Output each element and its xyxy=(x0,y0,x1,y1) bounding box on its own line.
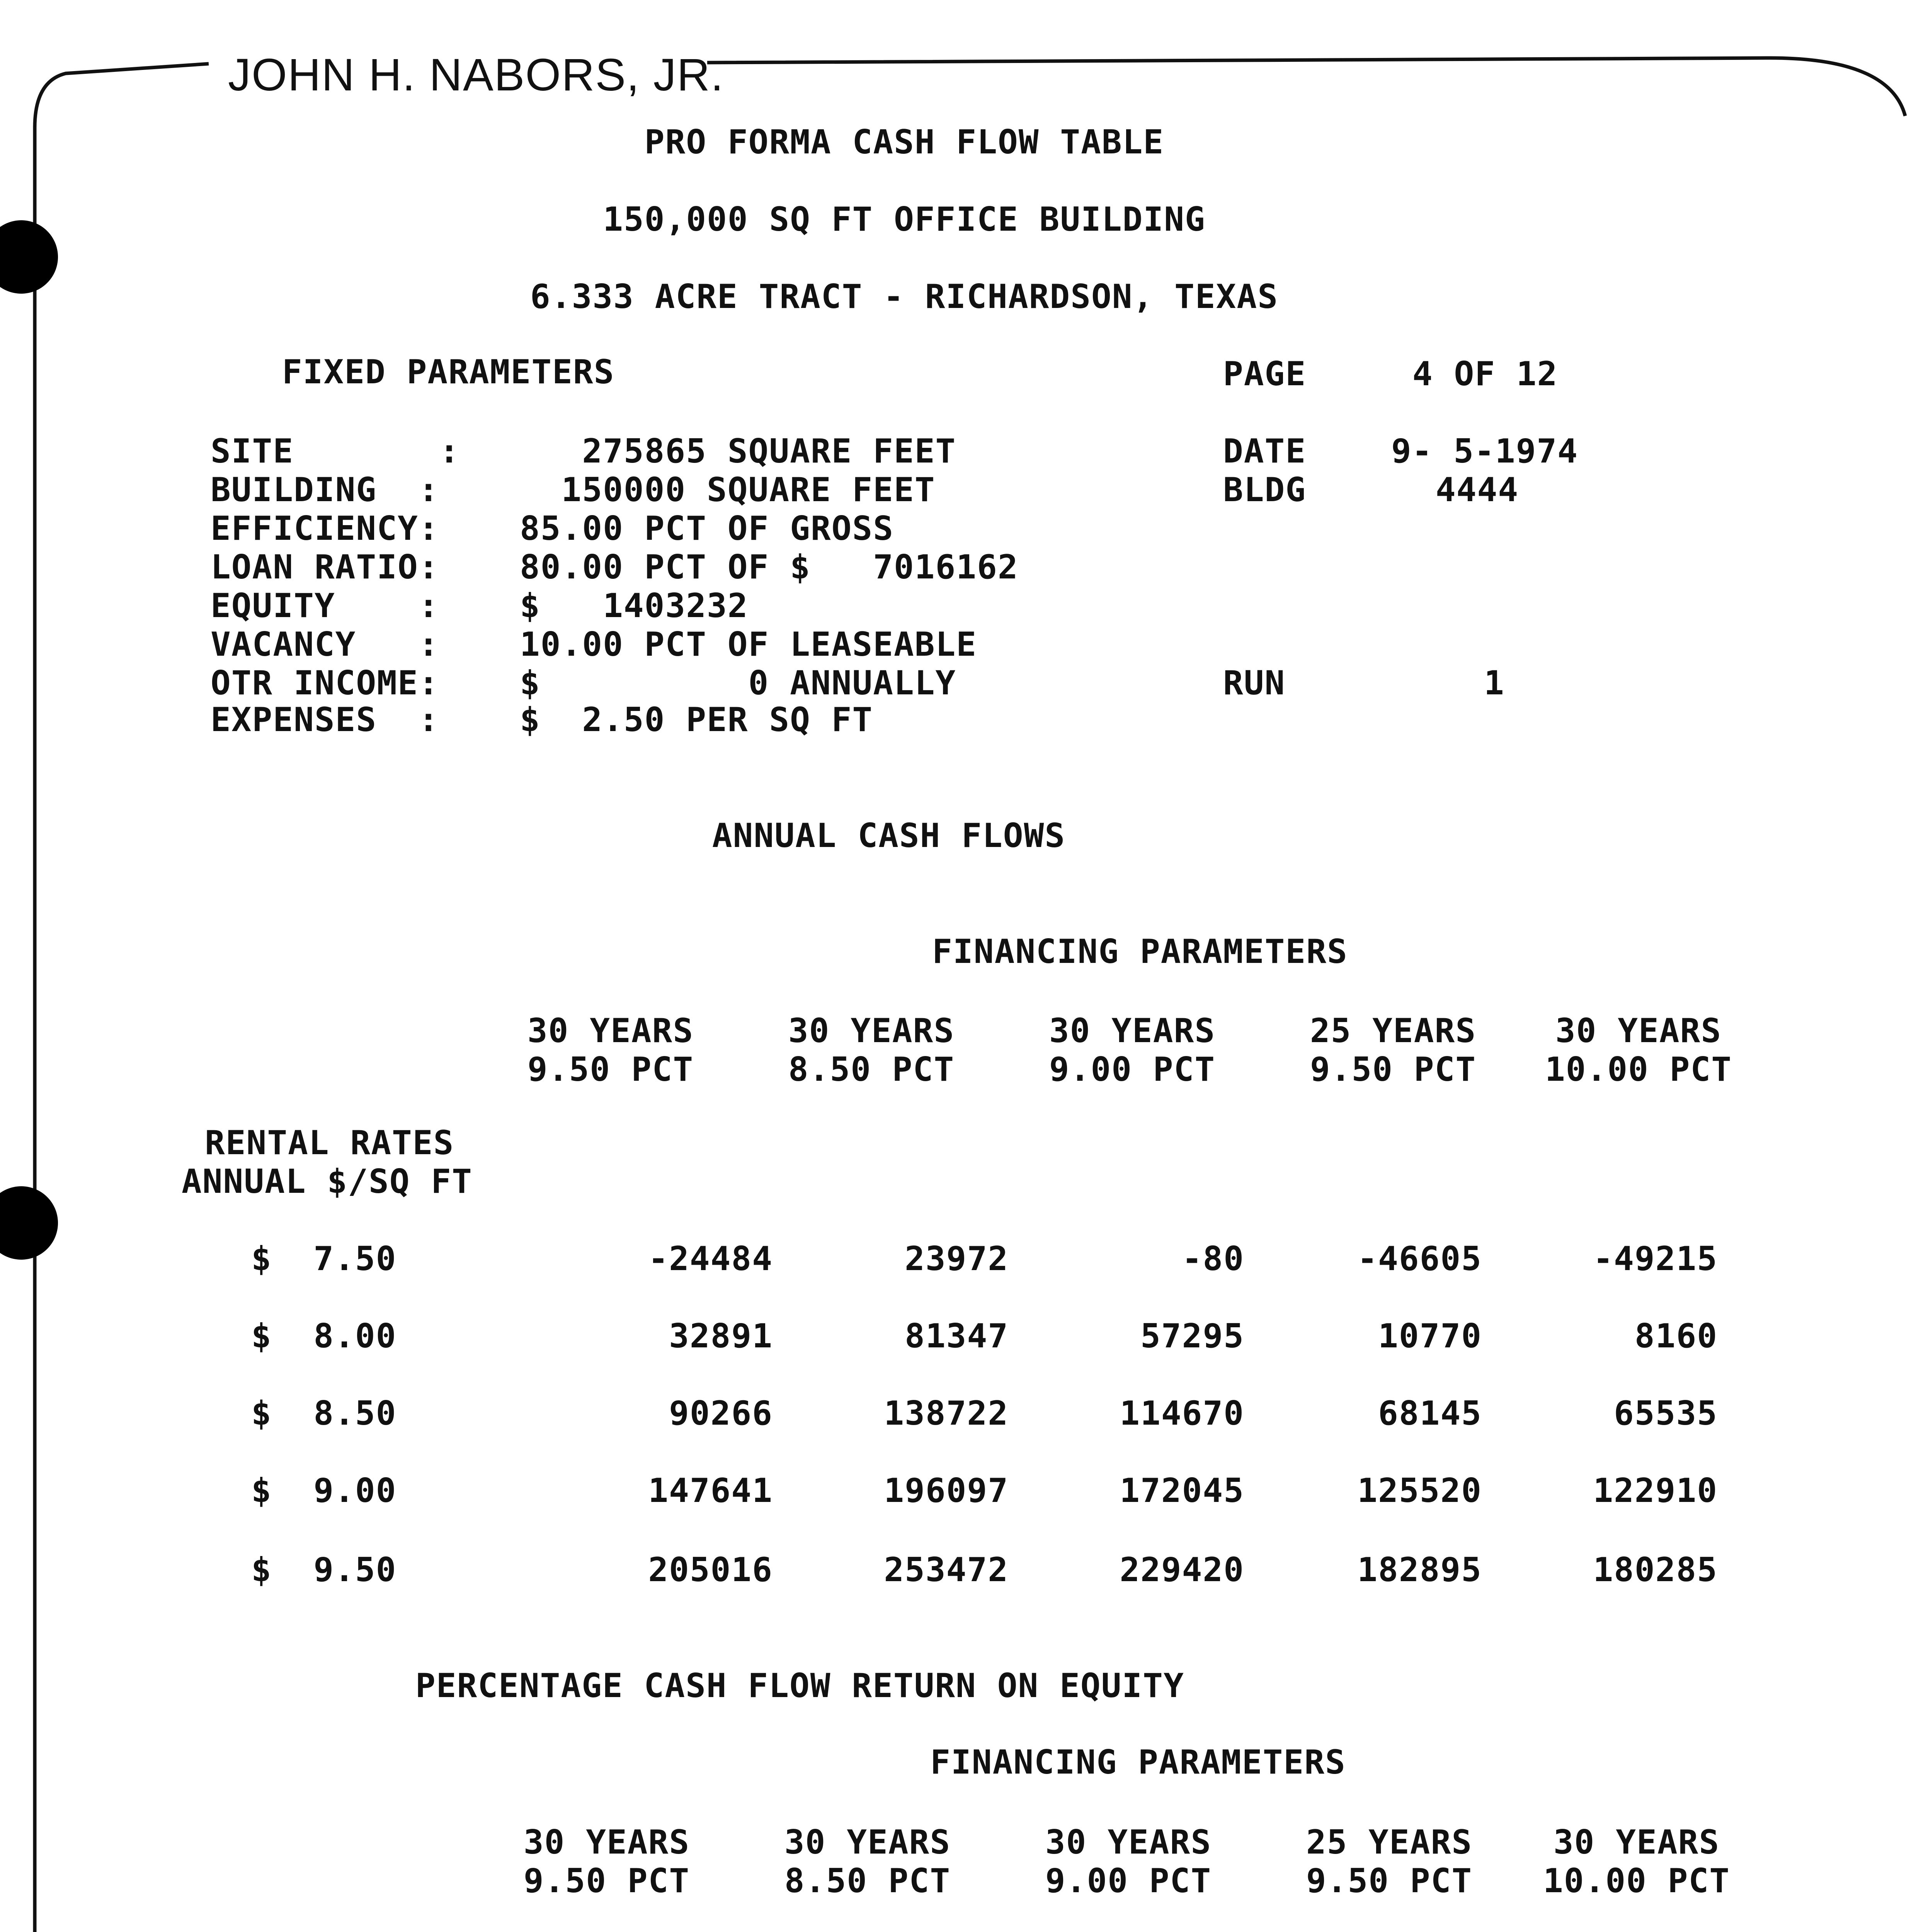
param-label-efficiency: EFFICIENCY: xyxy=(211,509,439,548)
param-value-vacancy: 10.00 PCT OF LEASEABLE xyxy=(520,625,977,664)
table-cell: 8160 xyxy=(1634,1317,1718,1355)
table-cell: 90266 xyxy=(669,1394,773,1433)
col-header-years: 30 YEARS xyxy=(784,1823,951,1862)
col-header-years: 25 YEARS xyxy=(1310,1012,1477,1050)
param-label-otr-income: OTR INCOME: xyxy=(211,664,439,702)
col-header-rate: 10.00 PCT xyxy=(1543,1862,1730,1900)
table-cell: 68145 xyxy=(1378,1394,1482,1433)
rental-rate-cell: $ 8.50 xyxy=(251,1394,397,1433)
col-header-rate: 9.50 PCT xyxy=(1306,1862,1473,1900)
table-cell: 182895 xyxy=(1357,1551,1482,1589)
col-header-rate: 8.50 PCT xyxy=(788,1050,955,1089)
table-cell: 172045 xyxy=(1120,1471,1244,1510)
table-cell: -49215 xyxy=(1593,1240,1718,1278)
row-header-rental-rates: RENTAL RATES xyxy=(205,1124,454,1162)
financing-parameters-heading-1: FINANCING PARAMETERS xyxy=(932,932,1348,971)
table-cell: 23972 xyxy=(905,1240,1009,1278)
col-header-rate: 9.50 PCT xyxy=(1310,1050,1477,1089)
param-value-building: 150000 SQUARE FEET xyxy=(520,471,936,509)
col-header-years: 30 YEARS xyxy=(1555,1012,1722,1050)
table-cell: 229420 xyxy=(1120,1551,1244,1589)
rental-rate-cell: $ 8.00 xyxy=(251,1317,397,1355)
fixed-parameters-heading: FIXED PARAMETERS xyxy=(282,353,615,391)
page-title: PRO FORMA CASH FLOW TABLE xyxy=(644,123,1164,162)
col-header-years: 30 YEARS xyxy=(527,1012,694,1050)
param-value-site: 275865 SQUARE FEET xyxy=(520,432,956,471)
table-cell: -80 xyxy=(1182,1240,1244,1278)
col-header-years: 30 YEARS xyxy=(788,1012,955,1050)
table-cell: 253472 xyxy=(884,1551,1009,1589)
row-header-annual: ANNUAL $/SQ FT xyxy=(182,1162,473,1201)
subtitle-building: 150,000 SQ FT OFFICE BUILDING xyxy=(603,200,1206,239)
financing-parameters-heading-2: FINANCING PARAMETERS xyxy=(930,1743,1346,1782)
annual-cash-flows-heading: ANNUAL CASH FLOWS xyxy=(712,816,1066,855)
table-cell: 57295 xyxy=(1140,1317,1244,1355)
table-cell: 196097 xyxy=(884,1471,1009,1510)
table-cell: 81347 xyxy=(905,1317,1009,1355)
col-header-years: 30 YEARS xyxy=(1049,1012,1216,1050)
col-header-years: 25 YEARS xyxy=(1306,1823,1473,1862)
table-cell: -46605 xyxy=(1357,1240,1482,1278)
page-label: PAGE xyxy=(1223,355,1307,393)
date-value: 9- 5-1974 xyxy=(1391,432,1578,471)
col-header-years: 30 YEARS xyxy=(523,1823,690,1862)
table-cell: 205016 xyxy=(648,1551,773,1589)
table-cell: 65535 xyxy=(1614,1394,1718,1433)
table-cell: 147641 xyxy=(648,1471,773,1510)
col-header-rate: 9.00 PCT xyxy=(1049,1050,1216,1089)
param-value-equity: $ 1403232 xyxy=(520,587,749,625)
col-header-rate: 10.00 PCT xyxy=(1545,1050,1732,1089)
col-header-years: 30 YEARS xyxy=(1045,1823,1212,1862)
param-label-site: SITE : xyxy=(211,432,460,471)
run-value: 1 xyxy=(1484,664,1505,702)
run-label: RUN xyxy=(1223,664,1286,702)
param-value-expenses: $ 2.50 PER SQ FT xyxy=(520,701,873,739)
date-label: DATE xyxy=(1223,432,1307,471)
page-number: 4 OF 12 xyxy=(1412,355,1558,393)
rental-rate-cell: $ 9.00 xyxy=(251,1471,397,1510)
param-label-vacancy: VACANCY : xyxy=(211,625,439,664)
table-cell: 180285 xyxy=(1593,1551,1718,1589)
table-cell: -24484 xyxy=(648,1240,773,1278)
param-label-expenses: EXPENSES : xyxy=(211,701,439,739)
bldg-value: 4444 xyxy=(1436,471,1519,509)
return-on-equity-heading: PERCENTAGE CASH FLOW RETURN ON EQUITY xyxy=(415,1667,1184,1705)
col-header-rate: 9.00 PCT xyxy=(1045,1862,1212,1900)
param-label-equity: EQUITY : xyxy=(211,587,439,625)
rental-rate-cell: $ 7.50 xyxy=(251,1240,397,1278)
table-cell: 122910 xyxy=(1593,1471,1718,1510)
param-label-building: BUILDING : xyxy=(211,471,439,509)
col-header-years: 30 YEARS xyxy=(1553,1823,1720,1862)
col-header-rate: 9.50 PCT xyxy=(527,1050,694,1089)
col-header-rate: 9.50 PCT xyxy=(523,1862,690,1900)
table-cell: 138722 xyxy=(884,1394,1009,1433)
table-cell: 114670 xyxy=(1120,1394,1244,1433)
table-cell: 10770 xyxy=(1378,1317,1482,1355)
subtitle-tract: 6.333 ACRE TRACT - RICHARDSON, TEXAS xyxy=(530,277,1278,316)
param-value-efficiency: 85.00 PCT OF GROSS xyxy=(520,509,894,548)
param-value-otr-income: $ 0 ANNUALLY xyxy=(520,664,956,702)
bldg-label: BLDG xyxy=(1223,471,1307,509)
table-cell: 32891 xyxy=(669,1317,773,1355)
author-name: JOHN H. NABORS, JR. xyxy=(228,49,724,100)
table-cell: 125520 xyxy=(1357,1471,1482,1510)
param-label-loan-ratio: LOAN RATIO: xyxy=(211,548,439,587)
col-header-rate: 8.50 PCT xyxy=(784,1862,951,1900)
param-value-loan-ratio: 80.00 PCT OF $ 7016162 xyxy=(520,548,1019,587)
rental-rate-cell: $ 9.50 xyxy=(251,1551,397,1589)
